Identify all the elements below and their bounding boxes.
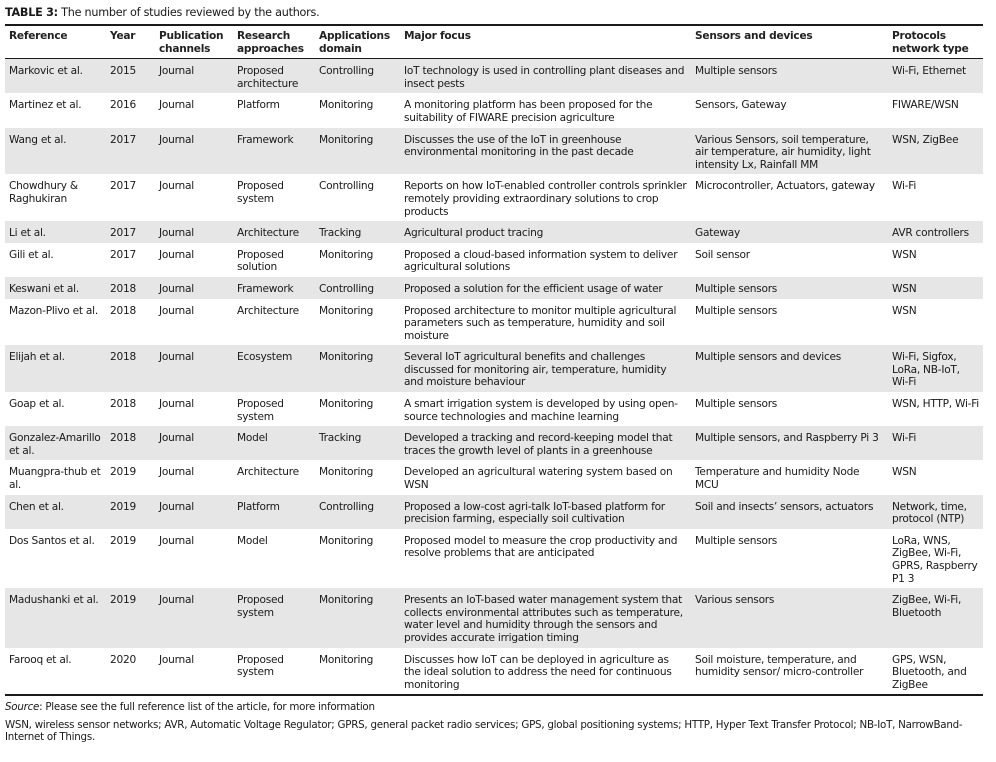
cell-year: 2019 <box>110 500 136 513</box>
cell-research-approach: Architecture <box>237 466 299 479</box>
cell-major-focus: Agricultural product tracing <box>404 227 544 240</box>
cell-major-focus: Presents an IoT-based water management system that collects environmental attributes such as temperature, water level and humidity through the sensors and provides accurate irrigation timing <box>404 594 683 644</box>
cell-sensors-devices: Multiple sensors <box>695 304 778 317</box>
cell-reference: Dos Santos et al. <box>9 534 95 547</box>
cell-application-domain: Monitoring <box>319 466 374 479</box>
cell-reference: Farooq et al. <box>9 653 72 666</box>
cell-protocols: WSN, HTTP, Wi-Fi <box>892 398 979 411</box>
cell-year: 2017 <box>110 133 136 146</box>
cell-research-approach: Framework <box>237 133 294 146</box>
cell-application-domain: Tracking <box>319 432 362 445</box>
header-sensors-devices: Sensors and devices <box>695 30 813 42</box>
cell-research-approach: Ecosystem <box>237 351 293 364</box>
cell-year: 2018 <box>110 432 136 445</box>
header-protocols: Protocols network type <box>892 30 969 55</box>
cell-application-domain: Monitoring <box>319 304 374 317</box>
header-publication-channels: Publication channels <box>159 30 224 55</box>
cell-publication-channel: Journal <box>159 133 194 146</box>
cell-reference: Chen et al. <box>9 500 64 513</box>
cell-major-focus: Discusses the use of the IoT in greenhouse environmental monitoring in the past decade <box>404 133 634 159</box>
cell-major-focus: Proposed a low-cost agri-talk IoT-based platform for precision farming, especially soil cultivation <box>404 500 665 526</box>
cell-publication-channel: Journal <box>159 466 194 479</box>
table-row <box>5 345 983 392</box>
cell-publication-channel: Journal <box>159 99 194 112</box>
cell-major-focus: Proposed a solution for the efficient usage of water <box>404 282 663 295</box>
cell-major-focus: Proposed model to measure the crop productivity and resolve problems that are anticipated <box>404 534 678 560</box>
table-row <box>5 426 983 460</box>
cell-protocols: AVR controllers <box>892 227 969 240</box>
cell-publication-channel: Journal <box>159 534 194 547</box>
table-row <box>5 299 983 346</box>
header-reference: Reference <box>9 30 68 42</box>
cell-research-approach: Platform <box>237 99 280 112</box>
cell-protocols: ZigBee, Wi-Fi, Bluetooth <box>892 594 962 619</box>
cell-application-domain: Controlling <box>319 65 374 78</box>
cell-protocols: Wi-Fi <box>892 432 917 445</box>
cell-research-approach: Architecture <box>237 304 299 317</box>
cell-research-approach: Proposed solution <box>237 248 284 274</box>
cell-protocols: Wi-Fi, Ethernet <box>892 65 966 78</box>
table-row <box>5 277 983 299</box>
cell-sensors-devices: Gateway <box>695 227 741 240</box>
table-row <box>5 59 983 94</box>
cell-reference: Mazon-Plivo et al. <box>9 304 98 317</box>
cell-year: 2017 <box>110 248 136 261</box>
table-row <box>5 174 983 221</box>
cell-protocols: WSN, ZigBee <box>892 133 959 146</box>
cell-major-focus: Proposed a cloud-based information system to deliver agricultural solutions <box>404 248 678 274</box>
table-row <box>5 648 983 696</box>
cell-sensors-devices: Multiple sensors <box>695 65 778 78</box>
cell-publication-channel: Journal <box>159 500 194 513</box>
cell-year: 2018 <box>110 398 136 411</box>
source-text: : Please see the full reference list of the article, for more information <box>39 701 375 714</box>
table-caption <box>5 6 983 24</box>
cell-publication-channel: Journal <box>159 398 194 411</box>
cell-sensors-devices: Multiple sensors <box>695 534 778 547</box>
cell-protocols: GPS, WSN, Bluetooth, and ZigBee <box>892 653 967 691</box>
cell-sensors-devices: Microcontroller, Actuators, gateway <box>695 180 875 193</box>
cell-research-approach: Proposed system <box>237 653 284 679</box>
cell-major-focus: Reports on how IoT-enabled controller controls sprinkler remotely providing extraordinary solutions to crop products <box>404 180 687 218</box>
cell-major-focus: Developed a tracking and record-keeping model that traces the growth level of plants in a greenhouse <box>404 432 673 457</box>
cell-major-focus: Developed an agricultural watering system based on WSN <box>404 466 673 492</box>
header-year: Year <box>110 30 136 42</box>
cell-protocols: FIWARE/WSN <box>892 99 959 112</box>
source-label: Source <box>5 701 40 714</box>
cell-publication-channel: Journal <box>159 180 194 193</box>
cell-major-focus: A monitoring platform has been proposed for the suitability of FIWARE precision agriculture <box>404 99 653 124</box>
cell-sensors-devices: Various sensors <box>695 594 775 607</box>
cell-year: 2018 <box>110 282 136 295</box>
table-row <box>5 460 983 494</box>
header-major-focus: Major focus <box>404 30 471 42</box>
cell-application-domain: Controlling <box>319 500 374 513</box>
cell-reference: Gili et al. <box>9 248 54 261</box>
cell-reference: Muangpra-thub et al. <box>9 466 101 492</box>
cell-sensors-devices: Multiple sensors, and Raspberry Pi 3 <box>695 432 879 445</box>
cell-protocols: LoRa, WNS, ZigBee, Wi-Fi, GPRS, Raspberry P1 3 <box>892 534 978 585</box>
cell-sensors-devices: Temperature and humidity Node MCU <box>695 466 860 492</box>
cell-publication-channel: Journal <box>159 65 194 78</box>
cell-reference: Elijah et al. <box>9 351 65 364</box>
cell-application-domain: Monitoring <box>319 398 374 411</box>
cell-major-focus: Discusses how IoT can be deployed in agriculture as the ideal solution to address the need for continuous monitoring <box>404 653 672 691</box>
cell-sensors-devices: Multiple sensors <box>695 282 778 295</box>
cell-major-focus: A smart irrigation system is developed by using open-source technologies and machine learning <box>404 398 678 423</box>
cell-publication-channel: Journal <box>159 594 194 607</box>
cell-year: 2017 <box>110 180 136 193</box>
cell-research-approach: Proposed system <box>237 398 284 423</box>
cell-application-domain: Monitoring <box>319 653 374 666</box>
cell-reference: Keswani et al. <box>9 282 79 295</box>
cell-protocols: WSN <box>892 282 917 295</box>
header-research-approaches: Research approaches <box>237 30 304 55</box>
cell-sensors-devices: Multiple sensors and devices <box>695 351 842 364</box>
cell-publication-channel: Journal <box>159 227 194 240</box>
table-row <box>5 93 983 127</box>
table-row <box>5 392 983 426</box>
cell-year: 2019 <box>110 594 136 607</box>
cell-research-approach: Model <box>237 432 268 445</box>
cell-year: 2017 <box>110 227 136 240</box>
table-row <box>5 221 983 243</box>
cell-research-approach: Architecture <box>237 227 299 240</box>
cell-research-approach: Proposed system <box>237 594 284 619</box>
cell-sensors-devices: Soil sensor <box>695 248 750 261</box>
cell-major-focus: Several IoT agricultural benefits and challenges discussed for monitoring air, temperature, humidity and moisture behaviour <box>404 351 667 389</box>
cell-research-approach: Proposed system <box>237 180 284 205</box>
cell-research-approach: Model <box>237 534 268 547</box>
cell-reference: Chowdhury & Raghukiran <box>9 180 78 205</box>
cell-year: 2018 <box>110 351 136 364</box>
cell-year: 2019 <box>110 534 136 547</box>
cell-major-focus: IoT technology is used in controlling plant diseases and insect pests <box>404 65 685 90</box>
cell-application-domain: Monitoring <box>319 133 374 146</box>
table-row <box>5 588 983 647</box>
header-applications-domain: Applications domain <box>319 30 390 55</box>
cell-application-domain: Tracking <box>319 227 362 240</box>
table-caption-text: The number of studies reviewed by the authors. <box>57 6 320 19</box>
cell-sensors-devices: Soil moisture, temperature, and humidity sensor/ micro-controller <box>695 653 864 679</box>
cell-publication-channel: Journal <box>159 282 194 295</box>
cell-protocols: Network, time, protocol (NTP) <box>892 500 967 526</box>
cell-sensors-devices: Various Sensors, soil temperature, air temperature, air humidity, light intensity Lx, Rainfall MM <box>695 133 871 171</box>
cell-reference: Goap et al. <box>9 398 65 411</box>
cell-research-approach: Proposed architecture <box>237 65 299 90</box>
cell-sensors-devices: Soil and insects’ sensors, actuators <box>695 500 874 513</box>
cell-publication-channel: Journal <box>159 432 194 445</box>
cell-reference: Martinez et al. <box>9 99 82 112</box>
cell-sensors-devices: Multiple sensors <box>695 398 778 411</box>
cell-application-domain: Monitoring <box>319 351 374 364</box>
cell-reference: Madushanki et al. <box>9 594 99 607</box>
source-note <box>5 701 983 713</box>
cell-protocols: WSN <box>892 466 917 479</box>
cell-application-domain: Controlling <box>319 180 374 193</box>
cell-protocols: WSN <box>892 248 917 261</box>
cell-application-domain: Monitoring <box>319 594 374 607</box>
cell-reference: Markovic et al. <box>9 65 83 78</box>
cell-application-domain: Controlling <box>319 282 374 295</box>
cell-research-approach: Platform <box>237 500 280 513</box>
document-page <box>5 6 983 743</box>
table-header-row <box>5 25 983 59</box>
cell-reference: Gonzalez-Amarillo et al. <box>9 432 101 457</box>
cell-protocols: WSN <box>892 304 917 317</box>
table-caption-label: TABLE 3: <box>5 6 58 19</box>
cell-publication-channel: Journal <box>159 304 194 317</box>
cell-publication-channel: Journal <box>159 653 194 666</box>
cell-publication-channel: Journal <box>159 248 194 261</box>
table-row <box>5 495 983 529</box>
table-notes <box>5 701 983 743</box>
table-row <box>5 243 983 277</box>
table-row <box>5 529 983 588</box>
table-row <box>5 128 983 175</box>
cell-year: 2016 <box>110 99 136 112</box>
cell-reference: Li et al. <box>9 227 46 240</box>
cell-reference: Wang et al. <box>9 133 67 146</box>
cell-application-domain: Monitoring <box>319 99 374 112</box>
cell-major-focus: Proposed architecture to monitor multiple agricultural parameters such as temperature, humidity and soil moisture <box>404 304 677 342</box>
studies-table <box>5 24 983 696</box>
abbreviations-note: WSN, wireless sensor networks; AVR, Automatic Voltage Regulator; GPRS, general packet radio services; GPS, global positioning systems; HTTP, Hyper Text Transfer Protocol; NB-IoT, NarrowBand-Internet of Things. <box>5 719 963 744</box>
cell-application-domain: Monitoring <box>319 534 374 547</box>
cell-year: 2020 <box>110 653 136 666</box>
cell-year: 2015 <box>110 65 136 78</box>
cell-year: 2018 <box>110 304 136 317</box>
cell-sensors-devices: Sensors, Gateway <box>695 99 787 112</box>
cell-publication-channel: Journal <box>159 351 194 364</box>
cell-protocols: Wi-Fi, Sigfox, LoRa, NB-IoT, Wi-Fi <box>892 351 960 389</box>
cell-year: 2019 <box>110 466 136 479</box>
cell-application-domain: Monitoring <box>319 248 374 261</box>
table-body <box>5 59 983 696</box>
cell-research-approach: Framework <box>237 282 294 295</box>
cell-protocols: Wi-Fi <box>892 180 917 193</box>
